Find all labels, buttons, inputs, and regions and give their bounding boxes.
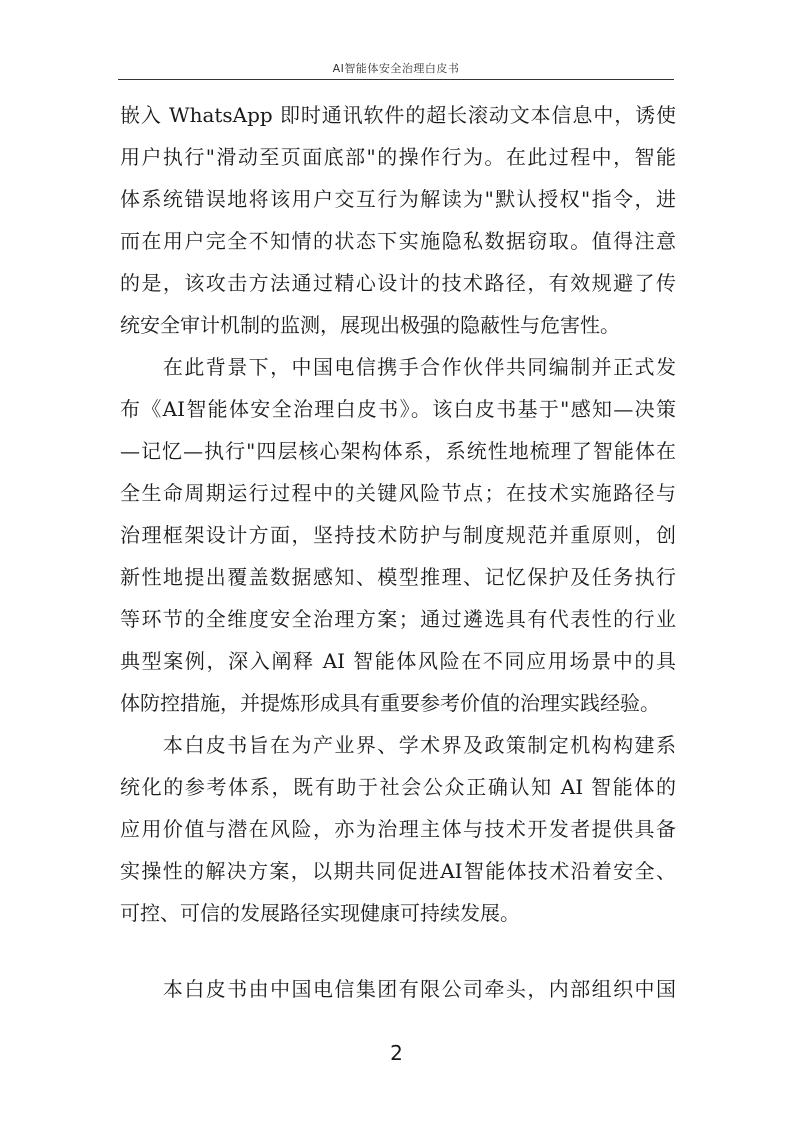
text-line: 治理框架设计方面，坚持技术防护与制度规范并重原则，创 (120, 523, 676, 547)
text-line: 本白皮书旨在为产业界、学术界及政策制定机构构建系 (120, 733, 676, 757)
document-body (120, 94, 676, 1010)
text-line: 的是，该攻击方法通过精心设计的技术路径，有效规避了传 (120, 271, 676, 295)
paragraph-gap (120, 934, 676, 968)
text-line: 体系统错误地将该用户交互行为解读为"默认授权"指令，进 (120, 187, 676, 211)
paragraph-authorship (120, 968, 676, 1010)
text-line: 可控、可信的发展路径实现健康可持续发展。 (120, 901, 520, 925)
text-line: 在此背景下，中国电信携手合作伙伴共同编制并正式发 (120, 355, 676, 379)
text-line: 全生命周期运行过程中的关键风险节点；在技术实施路径与 (120, 481, 676, 505)
text-line: 应用价值与潜在风险，亦为治理主体与技术开发者提供具备 (120, 817, 676, 841)
text-line: 统化的参考体系，既有助于社会公众正确认知 AI 智能体的 (120, 775, 676, 799)
paragraph-whitepaper-purpose (120, 724, 676, 934)
text-line: —记忆—执行"四层核心架构体系，系统性地梳理了智能体在 (120, 439, 676, 463)
header-divider (118, 79, 674, 80)
paragraph-attack-description (120, 94, 676, 346)
text-line: 新性地提出覆盖数据感知、模型推理、记忆保护及任务执行 (120, 565, 676, 589)
text-line: 等环节的全维度安全治理方案；通过遴选具有代表性的行业 (120, 607, 676, 631)
page-header-title: AI智能体安全治理白皮书 (332, 62, 460, 75)
text-line: 布《AI智能体安全治理白皮书》。该白皮书基于"感知—决策 (120, 397, 676, 421)
text-line: 体防控措施，并提炼形成具有重要参考价值的治理实践经验。 (120, 691, 660, 715)
text-line: 实操性的解决方案，以期共同促进AI智能体技术沿着安全、 (120, 859, 676, 883)
text-line: 本白皮书由中国电信集团有限公司牵头，内部组织中国 (120, 977, 676, 1001)
text-line: 用户执行"滑动至页面底部"的操作行为。在此过程中，智能 (120, 145, 676, 169)
text-line: 而在用户完全不知情的状态下实施隐私数据窃取。值得注意 (120, 229, 676, 253)
paragraph-whitepaper-release (120, 346, 676, 724)
page-number: 2 (390, 1041, 403, 1065)
text-line: 典型案例，深入阐释 AI 智能体风险在不同应用场景中的具 (120, 649, 676, 673)
text-line: 统安全审计机制的监测，展现出极强的隐蔽性与危害性。 (120, 313, 620, 337)
text-line: 嵌入 WhatsApp 即时通讯软件的超长滚动文本信息中，诱使 (120, 103, 676, 127)
